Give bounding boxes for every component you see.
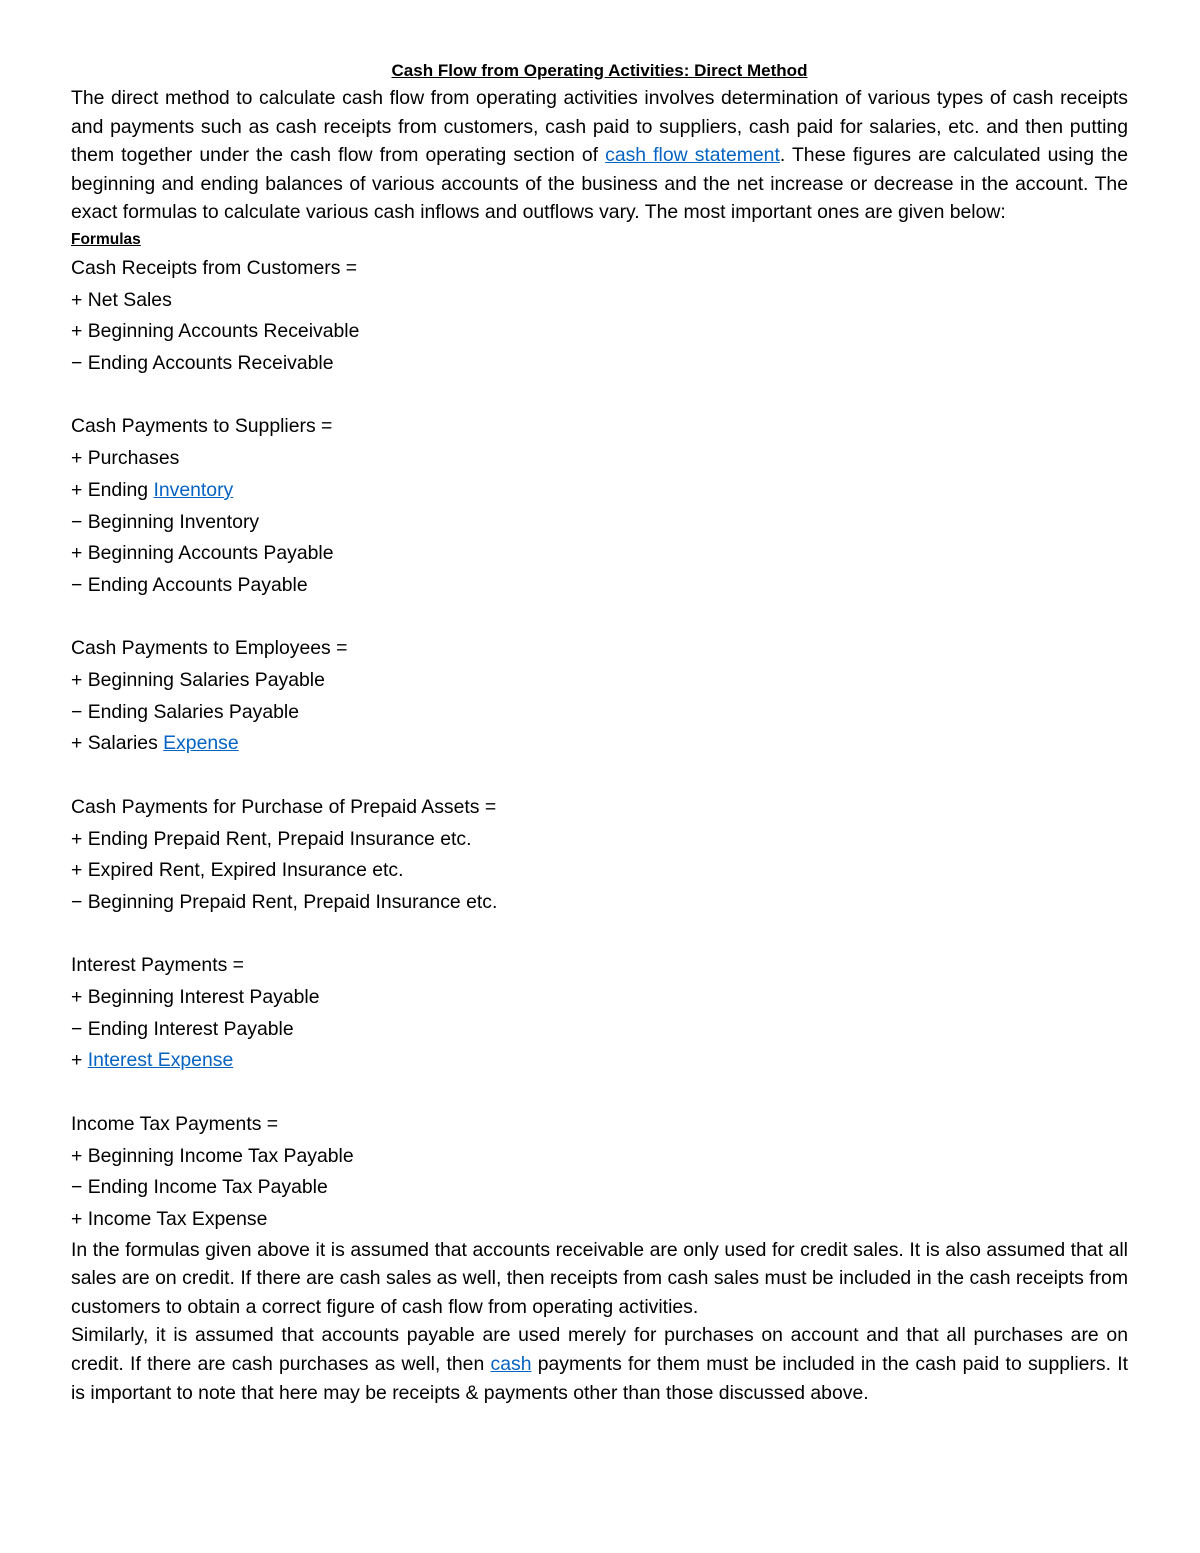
prepaid-formula	[71, 792, 1128, 919]
tax-heading: Income Tax Payments =	[71, 1112, 279, 1135]
intro-paragraph	[71, 84, 1128, 227]
cash-link[interactable]: cash	[490, 1353, 532, 1376]
intro-text-end: . These figures are calculated using the beginning and ending balances of various accounts of the business and the net increase or decrease in the account. The exact formulas to calculate various cash inflows and outflows vary. The most important ones are given below:	[71, 144, 1128, 224]
tax-formula	[71, 1109, 1128, 1236]
formula-line: + Beginning Income Tax Payable	[71, 1144, 354, 1167]
formula-line: − Ending Income Tax Payable	[71, 1176, 328, 1199]
formula-line: + Net Sales	[71, 288, 172, 311]
closing-text-end: payments for them must be included in the cash paid to suppliers. It is important to note that here may be receipts & payments other than those discussed above.	[71, 1353, 1128, 1404]
formula-line-prefix: +	[71, 1049, 88, 1072]
interest-formula	[71, 950, 1128, 1077]
formula-line-prefix: + Salaries	[71, 732, 164, 755]
inventory-link[interactable]: Inventory	[153, 478, 234, 501]
formula-line: + Beginning Accounts Receivable	[71, 320, 360, 343]
employees-formula	[71, 633, 1128, 760]
interest-expense-link[interactable]: Interest Expense	[87, 1049, 234, 1072]
spacer	[71, 919, 1128, 951]
cash-flow-statement-link[interactable]: cash flow statement	[605, 144, 780, 167]
customers-formula	[71, 253, 1128, 380]
formulas-heading: Formulas	[71, 230, 141, 248]
formula-line: − Beginning Prepaid Rent, Prepaid Insurance etc.	[71, 890, 498, 913]
closing-paragraph-1: In the formulas given above it is assumed that accounts receivable are only used for credit sales. It is also assumed that all sales are on credit. If there are cash sales as well, then receipts from cash sales must be included in the cash receipts from customers to obtain a correct figure of cash flow from operating activities.	[71, 1238, 1128, 1318]
employees-heading: Cash Payments to Employees =	[71, 637, 348, 660]
spacer	[71, 380, 1128, 412]
document-title: Cash Flow from Operating Activities: Direct Method	[391, 61, 808, 80]
customers-heading: Cash Receipts from Customers =	[71, 256, 358, 279]
formula-line: − Ending Salaries Payable	[71, 700, 299, 723]
closing-text-start: Similarly, it is assumed that accounts payable are used merely for purchases on account and that all purchases are on credit. If there are cash purchases as well, then	[71, 1324, 1128, 1376]
formula-line: + Beginning Salaries Payable	[71, 669, 325, 692]
formula-line	[71, 1045, 1128, 1077]
formula-line: − Ending Accounts Payable	[71, 573, 308, 596]
suppliers-formula	[71, 411, 1128, 601]
closing-paragraph-2	[71, 1321, 1128, 1407]
spacer	[71, 602, 1128, 634]
spacer	[71, 1077, 1128, 1109]
formula-line: + Income Tax Expense	[71, 1207, 268, 1230]
spacer	[71, 760, 1128, 792]
intro-text-start: The direct method to calculate cash flow from operating activities involves determination of various types of cash receipts and payments such as cash receipts from customers, cash paid to suppliers, cash paid for salaries, etc. and then putting them together under the cash flow from operating section of	[71, 87, 1128, 167]
interest-heading: Interest Payments =	[71, 954, 244, 977]
formula-line: − Ending Interest Payable	[71, 1017, 294, 1040]
prepaid-heading: Cash Payments for Purchase of Prepaid Assets =	[71, 795, 497, 818]
document-page	[71, 58, 1128, 1407]
formula-line-prefix: + Ending	[71, 478, 154, 501]
expense-link[interactable]: Expense	[163, 732, 239, 755]
formula-line: + Purchases	[71, 447, 180, 470]
formula-line: − Ending Accounts Receivable	[71, 352, 334, 375]
formula-line: + Expired Rent, Expired Insurance etc.	[71, 859, 404, 882]
formula-line: + Beginning Interest Payable	[71, 986, 320, 1009]
formula-line: + Ending Prepaid Rent, Prepaid Insurance etc.	[71, 827, 472, 850]
formula-line	[71, 475, 1128, 507]
formula-line: + Beginning Accounts Payable	[71, 542, 334, 565]
formula-line: − Beginning Inventory	[71, 510, 260, 533]
suppliers-heading: Cash Payments to Suppliers =	[71, 415, 333, 438]
formula-line	[71, 728, 1128, 760]
